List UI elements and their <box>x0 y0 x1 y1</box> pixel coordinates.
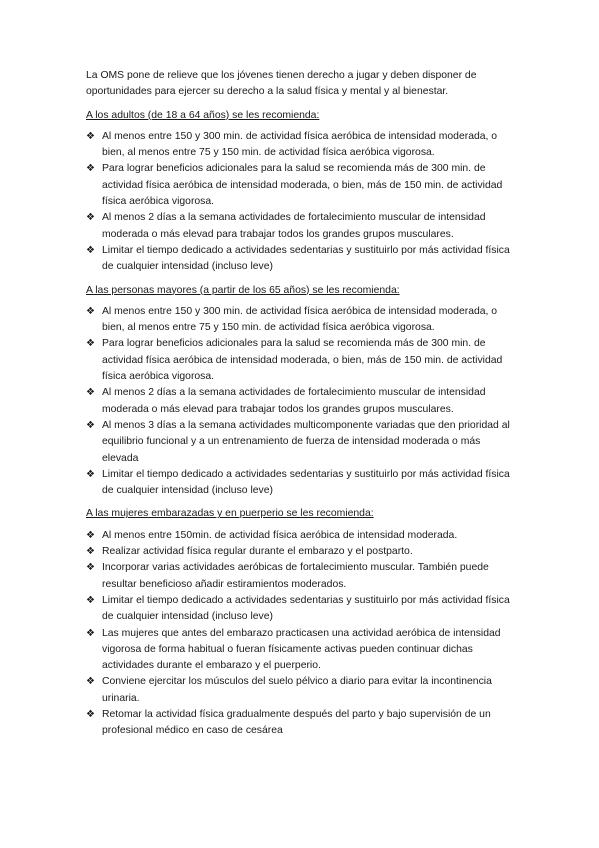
list-item <box>86 336 516 385</box>
list-item-text: Al menos entre 150 y 300 min. de actividad física aeróbica de intensidad moderada, o bien, al menos entre 75 y 150 min. de actividad física aeróbica vigorosa. <box>102 305 498 334</box>
list-item-text: Al menos 3 días a la semana actividades multicomponente variadas que den prioridad al equilibrio funcional y a un entrenamiento de fuerza de intensidad moderada o más elevada <box>102 419 510 464</box>
diamond-bullet-icon: ❖ <box>86 594 95 606</box>
list-item-text: Retomar la actividad física gradualmente después del parto y bajo supervisión de un profesional médico en caso de cesárea <box>102 708 491 737</box>
diamond-bullet-icon: ❖ <box>86 708 95 720</box>
list-item-text: Para lograr beneficios adicionales para la salud se recomienda más de 300 min. de actividad física aeróbica de intensidad moderada, o bien, más de 150 min. de actividad física aeróbica vigorosa. <box>102 338 503 383</box>
document-body <box>86 68 516 747</box>
list-item <box>86 560 516 593</box>
list-item <box>86 528 516 544</box>
diamond-bullet-icon: ❖ <box>86 529 95 541</box>
list-item <box>86 626 516 675</box>
diamond-bullet-icon: ❖ <box>86 627 95 639</box>
recommendation-list <box>86 528 516 740</box>
list-item <box>86 129 516 162</box>
section-older-adults <box>86 283 516 500</box>
list-item-text: Para lograr beneficios adicionales para la salud se recomienda más de 300 min. de actividad física aeróbica de intensidad moderada, o bien, más de 150 min. de actividad física aeróbica vigorosa. <box>102 163 503 208</box>
diamond-bullet-icon: ❖ <box>86 546 95 558</box>
list-item <box>86 544 516 560</box>
diamond-bullet-icon: ❖ <box>86 468 95 480</box>
section-heading: A los adultos (de 18 a 64 años) se les recomienda: <box>86 109 320 121</box>
list-item <box>86 385 516 418</box>
list-item <box>86 304 516 337</box>
list-item-text: Al menos entre 150min. de actividad física aeróbica de intensidad moderada. <box>102 529 458 541</box>
section-heading: A las personas mayores (a partir de los 65 años) se les recomienda: <box>86 284 400 296</box>
diamond-bullet-icon: ❖ <box>86 244 95 256</box>
list-item-text: Al menos entre 150 y 300 min. de actividad física aeróbica de intensidad moderada, o bien, al menos entre 75 y 150 min. de actividad física aeróbica vigorosa. <box>102 130 498 159</box>
intro-paragraph: La OMS pone de relieve que los jóvenes tienen derecho a jugar y deben disponer de oportunidades para ejercer su derecho a la salud física y mental y al bienestar. <box>86 70 477 98</box>
list-item-text: Realizar actividad física regular durante el embarazo y el postparto. <box>102 546 413 558</box>
list-item-text: Al menos 2 días a la semana actividades de fortalecimiento muscular de intensidad moderada o más elevad para trabajar todos los grandes grupos musculares. <box>102 387 486 415</box>
list-item-text: Al menos 2 días a la semana actividades de fortalecimiento muscular de intensidad moderada o más elevad para trabajar todos los grandes grupos musculares. <box>102 212 486 240</box>
list-item-text: Limitar el tiempo dedicado a actividades sedentarias y sustituirlo por más actividad física de cualquier intensidad (incluso leve) <box>102 468 510 497</box>
section-adults <box>86 108 516 276</box>
list-item <box>86 707 516 740</box>
diamond-bullet-icon: ❖ <box>86 305 95 317</box>
diamond-bullet-icon: ❖ <box>86 676 95 688</box>
list-item-text: Limitar el tiempo dedicado a actividades sedentarias y sustituirlo por más actividad física de cualquier intensidad (incluso leve) <box>102 244 510 273</box>
list-item <box>86 210 516 243</box>
list-item-text: Incorporar varias actividades aeróbicas de fortalecimiento muscular. También puede resultar beneficioso añadir estiramientos moderados. <box>102 562 489 590</box>
list-item <box>86 418 516 467</box>
diamond-bullet-icon: ❖ <box>86 562 95 574</box>
recommendation-list <box>86 304 516 500</box>
list-item-text: Las mujeres que antes del embarazo practicasen una actividad aeróbica de intensidad vigorosa de forma habitual o fueran físicamente activas pueden continuar dichas actividades durante el embarazo y el puerperio. <box>102 627 501 672</box>
diamond-bullet-icon: ❖ <box>86 212 95 224</box>
list-item-text: Conviene ejercitar los músculos del suelo pélvico a diario para evitar la incontinencia urinaria. <box>102 676 492 704</box>
diamond-bullet-icon: ❖ <box>86 387 95 399</box>
diamond-bullet-icon: ❖ <box>86 419 95 431</box>
diamond-bullet-icon: ❖ <box>86 163 95 175</box>
list-item <box>86 161 516 210</box>
list-item-text: Limitar el tiempo dedicado a actividades sedentarias y sustituirlo por más actividad física de cualquier intensidad (incluso leve) <box>102 594 510 623</box>
section-heading: A las mujeres embarazadas y en puerperio se les recomienda: <box>86 508 374 520</box>
list-item <box>86 467 516 500</box>
recommendation-list <box>86 129 516 276</box>
section-pregnant-women <box>86 506 516 739</box>
list-item <box>86 243 516 276</box>
diamond-bullet-icon: ❖ <box>86 338 95 350</box>
diamond-bullet-icon: ❖ <box>86 130 95 142</box>
list-item <box>86 593 516 626</box>
list-item <box>86 674 516 707</box>
